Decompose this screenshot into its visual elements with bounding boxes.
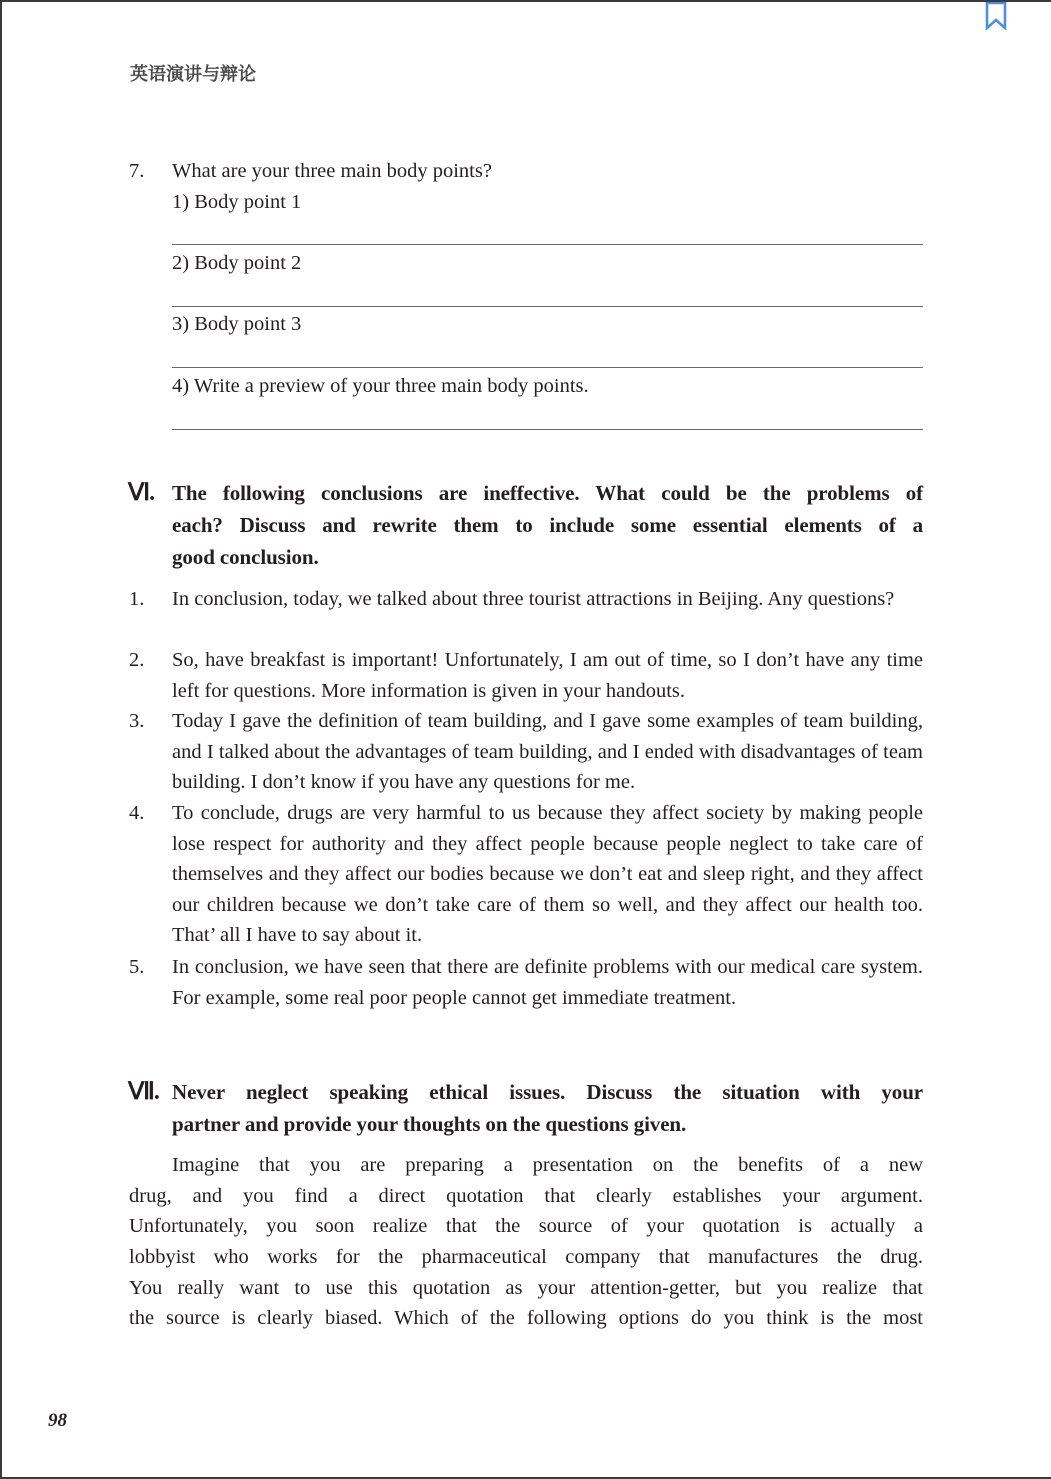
page-number: 98 (48, 1410, 67, 1431)
scenario-line-6: the source is clearly biased. Which of the following options do you think is the most (129, 1307, 923, 1329)
conclusion-4-number: 4. (129, 802, 145, 824)
bookmark-icon[interactable] (985, 2, 1007, 30)
conclusion-5-text: In conclusion, we have seen that there are definite problems with our medical care system. For example, some real poor people cannot get immediate treatment. (172, 956, 923, 1009)
question-number: 7. (129, 160, 145, 182)
conclusion-2-text: So, have breakfast is important! Unfortunately, I am out of time, so I don’t have any time left for questions. More information is given in your handouts. (172, 649, 923, 702)
scenario-line-1: Imagine that you are preparing a presentation on the benefits of a new (172, 1154, 923, 1176)
body-point-3-label: 3) Body point 3 (172, 313, 302, 335)
body-point-1-label: 1) Body point 1 (172, 191, 302, 213)
body-point-2-answer-line[interactable] (172, 306, 923, 307)
section-6-heading-line-1: The following conclusions are ineffective. What could be the problems of (172, 481, 923, 505)
preview-answer-line[interactable] (172, 429, 923, 430)
scenario-line-5: You really want to use this quotation as your attention-getter, but you realize that (129, 1277, 923, 1299)
conclusion-1-number: 1. (129, 588, 145, 610)
conclusion-3-number: 3. (129, 710, 145, 732)
body-point-3-answer-line[interactable] (172, 367, 923, 368)
section-7-numeral: Ⅶ. (128, 1079, 159, 1105)
scenario-line-3: Unfortunately, you soon realize that the source of your quotation is actually a (129, 1215, 923, 1237)
section-6-heading-line-3: good conclusion. (172, 545, 319, 569)
conclusion-2-number: 2. (129, 649, 145, 671)
body-point-2-label: 2) Body point 2 (172, 252, 302, 274)
conclusion-3-text: Today I gave the definition of team building, and I gave some examples of team building, and I talked about the advantages of team building, and I ended with disadvantages of team building. I don’t know if you have any questions for me. (172, 710, 923, 794)
running-head: 英语演讲与辩论 (130, 64, 256, 85)
scenario-line-4: lobbyist who works for the pharmaceutical company that manufactures the drug. (129, 1246, 923, 1268)
section-6-numeral: Ⅵ. (128, 480, 155, 506)
section-7-heading-line-1: Never neglect speaking ethical issues. Discuss the situation with your (172, 1080, 923, 1104)
question-prompt: What are your three main body points? (172, 160, 492, 182)
conclusion-1-text: In conclusion, today, we talked about three tourist attractions in Beijing. Any questions? (172, 588, 895, 610)
scenario-line-2: drug, and you find a direct quotation that clearly establishes your argument. (129, 1185, 923, 1207)
section-6-heading-line-2: each? Discuss and rewrite them to include some essential elements of a (172, 513, 923, 537)
conclusion-4-text: To conclude, drugs are very harmful to us because they affect society by making people lose respect for authority and they affect people because people neglect to take care of themselves and they affect our bodies because we don’t eat and sleep right, and they affect our children because we don’t take care of them so well, and they affect our health too. That’ all I have to say about it. (172, 802, 923, 947)
preview-label: 4) Write a preview of your three main body points. (172, 375, 589, 397)
body-point-1-answer-line[interactable] (172, 244, 923, 245)
section-7-heading-line-2: partner and provide your thoughts on the questions given. (172, 1112, 687, 1136)
conclusion-5-number: 5. (129, 956, 145, 978)
